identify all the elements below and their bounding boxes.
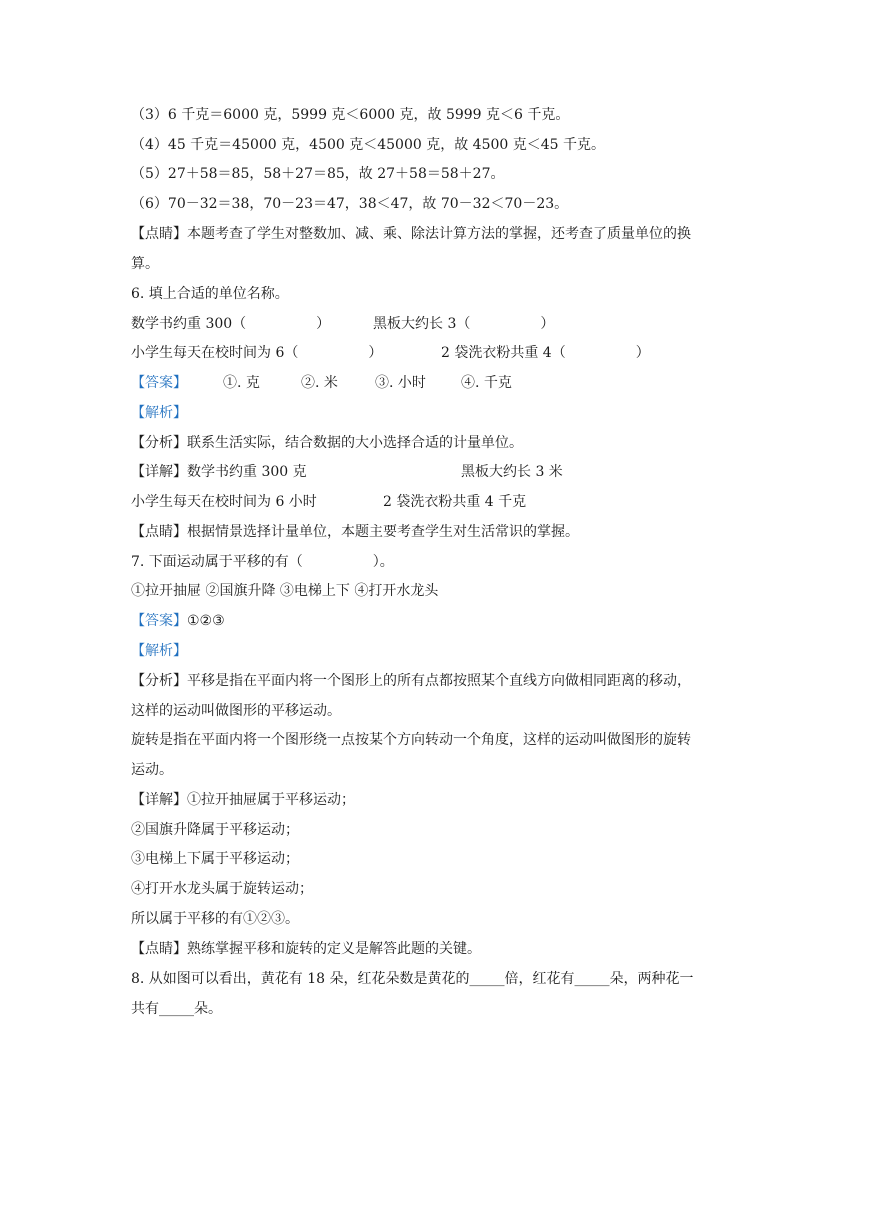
- q7-answer: ①②③: [187, 613, 225, 629]
- q7-xiangjie-4: ④打开水龙头属于旋转运动；: [131, 881, 313, 897]
- answer-tag: 【答案】: [131, 613, 187, 629]
- dianjing-tag: 【点睛】: [131, 941, 187, 957]
- q7-fenxi-3: 旋转是指在平面内将一个图形绕一点按某个方向转动一个角度，这样的运动叫做图形的旋转: [131, 732, 691, 748]
- dianjing-text: 本题考查了学生对整数加、减、乘、除法计算方法的掌握，还考查了质量单位的换: [187, 226, 691, 242]
- prev-dianjing-cont: 算。: [131, 256, 159, 272]
- fenxi-tag: 【分析】: [131, 435, 187, 451]
- q7-xiangjie-3: ③电梯上下属于平移运动；: [131, 851, 299, 867]
- q6-answer-row: [131, 373, 631, 393]
- q6-dianjing: [131, 522, 579, 542]
- q7-xiangjie-2: ②国旗升降属于平移运动；: [131, 822, 299, 838]
- q6-answer-3: ③. 小时: [375, 375, 426, 391]
- xiangjie-tag: 【详解】: [131, 792, 187, 808]
- q6-xiangjie: [131, 462, 307, 482]
- q6-answer-2: ②. 米: [301, 375, 338, 391]
- prev-dianjing: [131, 224, 691, 244]
- q6-title: 6. 填上合适的单位名称。: [131, 286, 289, 302]
- q6-xiangjie-row-2: [131, 492, 731, 512]
- q6-xiangjie-row-1: [131, 462, 731, 482]
- xiangjie-text-4: 2 袋洗衣粉共重 4 千克: [383, 494, 527, 510]
- fenxi-text-1: 平移是指在平面内将一个图形上的所有点都按照某个直线方向做相同距离的移动，: [187, 673, 691, 689]
- q7-answer-row: [131, 611, 225, 631]
- fenxi-tag: 【分析】: [131, 673, 187, 689]
- q7-jiexi-tag: 【解析】: [131, 643, 187, 659]
- q6-row-2: [131, 343, 731, 363]
- q7-fenxi-4: 运动。: [131, 762, 173, 778]
- xiangjie-text-2: 黑板大约长 3 米: [461, 464, 563, 480]
- dianjing-tag: 【点睛】: [131, 226, 187, 242]
- q7-fenxi: [131, 671, 691, 691]
- q7-dianjing: [131, 939, 481, 959]
- answer-tag: 【答案】: [131, 375, 187, 391]
- q6-item-3: 小学生每天在校时间为 6（ ）: [131, 345, 383, 361]
- q7-xiangjie-5: 所以属于平移的有①②③。: [131, 911, 299, 927]
- prev-line-6: （6）70－32＝38，70－23＝47，38＜47，故 70－32＜70－23。: [131, 196, 569, 212]
- q6-item-2: 黑板大约长 3（ ）: [373, 316, 555, 332]
- q6-row-1: [131, 314, 731, 334]
- fenxi-text: 联系生活实际，结合数据的大小选择合适的计量单位。: [187, 435, 523, 451]
- q8-line-1: 8. 从如图可以看出，黄花有 18 朵，红花朵数是黄花的_____倍，红花有_____朵，两种花一: [131, 971, 694, 987]
- xiangjie-text-1: ①拉开抽屉属于平移运动；: [187, 792, 355, 808]
- dianjing-text: 熟练掌握平移和旋转的定义是解答此题的关键。: [187, 941, 481, 957]
- dianjing-text: 根据情景选择计量单位，本题主要考查学生对生活常识的掌握。: [187, 524, 579, 540]
- q7-xiangjie: [131, 790, 355, 810]
- prev-line-3: （3）6 千克＝6000 克，5999 克＜6000 克，故 5999 克＜6 千克。: [131, 107, 570, 123]
- xiangjie-text-3: 小学生每天在校时间为 6 小时: [131, 494, 317, 510]
- xiangjie-tag: 【详解】: [131, 464, 187, 480]
- q6-fenxi: [131, 433, 523, 453]
- q6-answer-4: ④. 千克: [461, 375, 512, 391]
- q8-line-2: 共有_____朵。: [131, 1001, 222, 1017]
- q7-title: 7. 下面运动属于平移的有（ ）。: [131, 554, 394, 570]
- q7-fenxi-2: 这样的运动叫做图形的平移运动。: [131, 703, 341, 719]
- q7-options: ①拉开抽屉 ②国旗升降 ③电梯上下 ④打开水龙头: [131, 583, 439, 599]
- q6-jiexi-tag: 【解析】: [131, 405, 187, 421]
- prev-line-5: （5）27＋58＝85，58＋27＝85，故 27＋58＝58＋27。: [131, 166, 505, 182]
- q6-answer-1: ①. 克: [223, 375, 260, 391]
- prev-line-4: （4）45 千克＝45000 克，4500 克＜45000 克，故 4500 克＜45 千克。: [131, 137, 606, 153]
- q6-item-1: 数学书约重 300（ ）: [131, 316, 331, 332]
- dianjing-tag: 【点睛】: [131, 524, 187, 540]
- q6-item-4: 2 袋洗衣粉共重 4（ ）: [441, 345, 650, 361]
- xiangjie-text-1: 数学书约重 300 克: [187, 464, 307, 480]
